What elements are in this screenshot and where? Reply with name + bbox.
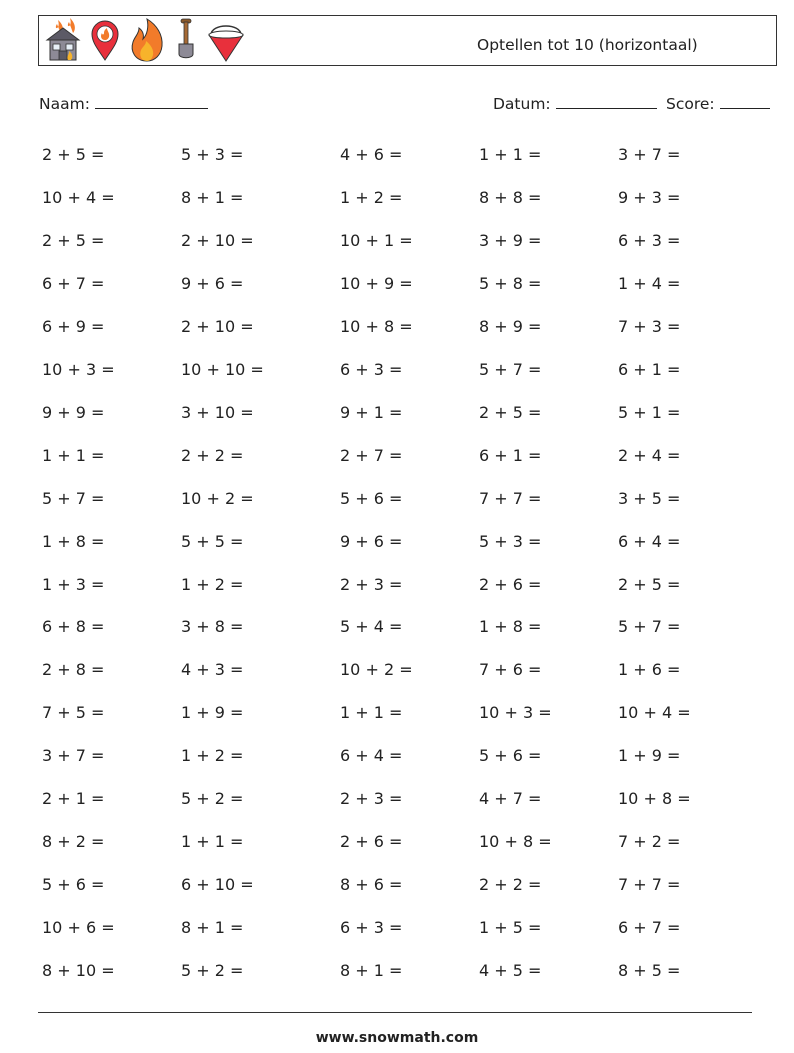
problem-r19-c1: 10 + 6 = [42, 918, 115, 937]
problem-r16-c2: 5 + 2 = [181, 789, 244, 808]
problem-r9-c4: 7 + 7 = [479, 489, 542, 508]
date-field [493, 94, 657, 113]
problem-r19-c3: 6 + 3 = [340, 918, 403, 937]
problem-r15-c2: 1 + 2 = [181, 746, 244, 765]
problem-r17-c5: 7 + 2 = [618, 832, 681, 851]
problem-r17-c3: 2 + 6 = [340, 832, 403, 851]
problem-r2-c1: 10 + 4 = [42, 188, 115, 207]
problem-r5-c3: 10 + 8 = [340, 317, 413, 336]
problem-r3-c1: 2 + 5 = [42, 231, 105, 250]
problem-r5-c5: 7 + 3 = [618, 317, 681, 336]
problem-r9-c3: 5 + 6 = [340, 489, 403, 508]
problem-r19-c5: 6 + 7 = [618, 918, 681, 937]
problem-r16-c4: 4 + 7 = [479, 789, 542, 808]
problem-r18-c4: 2 + 2 = [479, 875, 542, 894]
problem-r4-c4: 5 + 8 = [479, 274, 542, 293]
name-blank[interactable] [95, 94, 208, 109]
problem-r13-c3: 10 + 2 = [340, 660, 413, 679]
score-field [666, 94, 770, 113]
problem-r5-c4: 8 + 9 = [479, 317, 542, 336]
worksheet-title: Optellen tot 10 (horizontaal) [477, 36, 698, 54]
problem-r9-c1: 5 + 7 = [42, 489, 105, 508]
problem-r6-c2: 10 + 10 = [181, 360, 264, 379]
problem-r1-c4: 1 + 1 = [479, 145, 542, 164]
problem-r11-c3: 2 + 3 = [340, 575, 403, 594]
problem-r6-c3: 6 + 3 = [340, 360, 403, 379]
footer-url: www.snowmath.com [315, 1030, 479, 1046]
problem-r14-c3: 1 + 1 = [340, 703, 403, 722]
problem-r16-c1: 2 + 1 = [42, 789, 105, 808]
problem-r8-c3: 2 + 7 = [340, 446, 403, 465]
problem-r19-c4: 1 + 5 = [479, 918, 542, 937]
problem-r15-c5: 1 + 9 = [618, 746, 681, 765]
score-blank[interactable] [720, 94, 770, 109]
problem-r2-c4: 8 + 8 = [479, 188, 542, 207]
fire-bucket-icon [205, 17, 247, 67]
problem-r14-c4: 10 + 3 = [479, 703, 552, 722]
date-label: Datum: [493, 95, 551, 113]
shovel-icon [173, 18, 199, 66]
problem-r14-c2: 1 + 9 = [181, 703, 244, 722]
problem-r20-c1: 8 + 10 = [42, 961, 115, 980]
problem-r8-c1: 1 + 1 = [42, 446, 105, 465]
problem-r7-c4: 2 + 5 = [479, 403, 542, 422]
problem-r3-c5: 6 + 3 = [618, 231, 681, 250]
problem-r1-c1: 2 + 5 = [42, 145, 105, 164]
problem-r6-c1: 10 + 3 = [42, 360, 115, 379]
problem-r5-c2: 2 + 10 = [181, 317, 254, 336]
problem-r13-c5: 1 + 6 = [618, 660, 681, 679]
burning-house-icon [43, 18, 83, 66]
problem-r8-c4: 6 + 1 = [479, 446, 542, 465]
problem-r2-c3: 1 + 2 = [340, 188, 403, 207]
problem-r20-c3: 8 + 1 = [340, 961, 403, 980]
problem-r5-c1: 6 + 9 = [42, 317, 105, 336]
name-field [39, 94, 208, 113]
problem-r13-c1: 2 + 8 = [42, 660, 105, 679]
problem-r3-c4: 3 + 9 = [479, 231, 542, 250]
problem-r14-c1: 7 + 5 = [42, 703, 105, 722]
problem-r4-c3: 10 + 9 = [340, 274, 413, 293]
problem-r11-c1: 1 + 3 = [42, 575, 105, 594]
problem-r13-c4: 7 + 6 = [479, 660, 542, 679]
problem-r12-c3: 5 + 4 = [340, 617, 403, 636]
problem-r15-c3: 6 + 4 = [340, 746, 403, 765]
problem-r13-c2: 4 + 3 = [181, 660, 244, 679]
problem-r3-c2: 2 + 10 = [181, 231, 254, 250]
footer-divider [38, 1012, 752, 1013]
problem-r12-c1: 6 + 8 = [42, 617, 105, 636]
problem-r16-c3: 2 + 3 = [340, 789, 403, 808]
problem-r11-c4: 2 + 6 = [479, 575, 542, 594]
problem-r8-c5: 2 + 4 = [618, 446, 681, 465]
problem-r7-c3: 9 + 1 = [340, 403, 403, 422]
problem-r12-c2: 3 + 8 = [181, 617, 244, 636]
problem-r2-c2: 8 + 1 = [181, 188, 244, 207]
problem-r8-c2: 2 + 2 = [181, 446, 244, 465]
problem-r20-c2: 5 + 2 = [181, 961, 244, 980]
problem-r18-c1: 5 + 6 = [42, 875, 105, 894]
problem-r20-c4: 4 + 5 = [479, 961, 542, 980]
problem-r12-c4: 1 + 8 = [479, 617, 542, 636]
problem-r4-c1: 6 + 7 = [42, 274, 105, 293]
problem-r1-c5: 3 + 7 = [618, 145, 681, 164]
header-icons [43, 18, 253, 66]
problem-r9-c2: 10 + 2 = [181, 489, 254, 508]
worksheet-header [38, 15, 777, 66]
problem-r7-c1: 9 + 9 = [42, 403, 105, 422]
problem-r18-c5: 7 + 7 = [618, 875, 681, 894]
problem-r10-c2: 5 + 5 = [181, 532, 244, 551]
problem-r6-c4: 5 + 7 = [479, 360, 542, 379]
problem-r11-c5: 2 + 5 = [618, 575, 681, 594]
date-blank[interactable] [556, 94, 657, 109]
score-label: Score: [666, 95, 715, 113]
problem-r17-c4: 10 + 8 = [479, 832, 552, 851]
problem-r11-c2: 1 + 2 = [181, 575, 244, 594]
problem-r4-c2: 9 + 6 = [181, 274, 244, 293]
problem-r15-c4: 5 + 6 = [479, 746, 542, 765]
flame-icon [127, 17, 167, 67]
problem-r3-c3: 10 + 1 = [340, 231, 413, 250]
problem-r16-c5: 10 + 8 = [618, 789, 691, 808]
fire-location-pin-icon [89, 18, 121, 66]
problem-r7-c5: 5 + 1 = [618, 403, 681, 422]
problem-r15-c1: 3 + 7 = [42, 746, 105, 765]
problem-r4-c5: 1 + 4 = [618, 274, 681, 293]
problem-r17-c1: 8 + 2 = [42, 832, 105, 851]
problem-r20-c5: 8 + 5 = [618, 961, 681, 980]
problem-r7-c2: 3 + 10 = [181, 403, 254, 422]
problem-r10-c1: 1 + 8 = [42, 532, 105, 551]
problem-r10-c4: 5 + 3 = [479, 532, 542, 551]
problem-r18-c3: 8 + 6 = [340, 875, 403, 894]
problem-r19-c2: 8 + 1 = [181, 918, 244, 937]
problem-r17-c2: 1 + 1 = [181, 832, 244, 851]
problem-r14-c5: 10 + 4 = [618, 703, 691, 722]
problem-r1-c3: 4 + 6 = [340, 145, 403, 164]
problem-r2-c5: 9 + 3 = [618, 188, 681, 207]
name-label: Naam: [39, 95, 90, 113]
problem-r1-c2: 5 + 3 = [181, 145, 244, 164]
problem-r12-c5: 5 + 7 = [618, 617, 681, 636]
problem-r9-c5: 3 + 5 = [618, 489, 681, 508]
problem-r10-c5: 6 + 4 = [618, 532, 681, 551]
problem-r6-c5: 6 + 1 = [618, 360, 681, 379]
problem-r18-c2: 6 + 10 = [181, 875, 254, 894]
problem-r10-c3: 9 + 6 = [340, 532, 403, 551]
